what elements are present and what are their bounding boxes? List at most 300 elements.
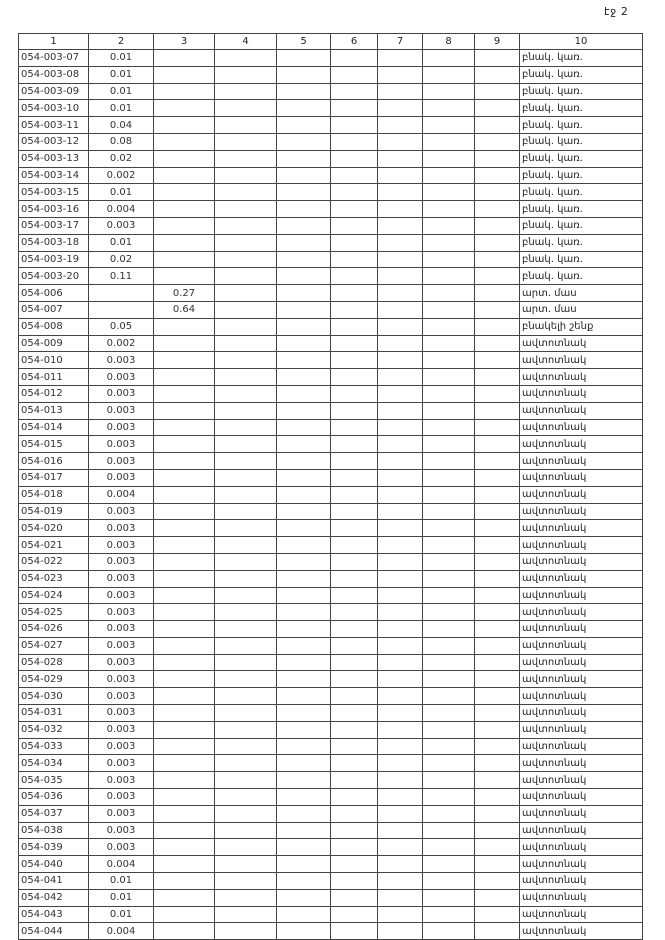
col6-cell bbox=[331, 822, 378, 839]
col6-cell bbox=[331, 637, 378, 654]
parcel-code-cell: 054-033 bbox=[19, 738, 89, 755]
parcel-code-cell: 054-003-09 bbox=[19, 83, 89, 100]
land-use-cell: ավտոտնակ bbox=[520, 419, 643, 436]
col9-cell bbox=[475, 369, 520, 386]
col4-cell bbox=[215, 923, 277, 940]
parcel-code-cell: 054-014 bbox=[19, 419, 89, 436]
table-row bbox=[19, 520, 643, 537]
col8-cell bbox=[423, 83, 475, 100]
land-use-cell: ավտոտնակ bbox=[520, 889, 643, 906]
col5-cell bbox=[277, 772, 331, 789]
land-use-cell: ավտոտնակ bbox=[520, 385, 643, 402]
col3-area-cell bbox=[154, 369, 215, 386]
col6-cell bbox=[331, 570, 378, 587]
col3-area-cell bbox=[154, 436, 215, 453]
col6-cell bbox=[331, 520, 378, 537]
table-row bbox=[19, 285, 643, 302]
table-row bbox=[19, 486, 643, 503]
area-cell: 0.003 bbox=[89, 537, 154, 554]
land-use-cell: բնակ. կառ. bbox=[520, 217, 643, 234]
parcel-code-cell: 054-003-07 bbox=[19, 50, 89, 67]
col7-cell bbox=[378, 453, 423, 470]
parcel-code-cell: 054-029 bbox=[19, 671, 89, 688]
parcel-code-cell: 054-032 bbox=[19, 721, 89, 738]
col8-cell bbox=[423, 587, 475, 604]
table-row bbox=[19, 637, 643, 654]
col4-cell bbox=[215, 906, 277, 923]
col8-cell bbox=[423, 705, 475, 722]
col3-area-cell bbox=[154, 133, 215, 150]
table-row bbox=[19, 822, 643, 839]
col3-area-cell bbox=[154, 234, 215, 251]
col3-area-cell bbox=[154, 268, 215, 285]
col7-cell bbox=[378, 50, 423, 67]
column-header-8: 8 bbox=[423, 34, 475, 50]
col4-cell bbox=[215, 537, 277, 554]
col5-cell bbox=[277, 755, 331, 772]
col3-area-cell bbox=[154, 906, 215, 923]
table-row bbox=[19, 587, 643, 604]
col3-area-cell bbox=[154, 772, 215, 789]
parcel-code-cell: 054-037 bbox=[19, 805, 89, 822]
col4-cell bbox=[215, 637, 277, 654]
col6-cell bbox=[331, 184, 378, 201]
parcel-code-cell: 054-038 bbox=[19, 822, 89, 839]
col4-cell bbox=[215, 503, 277, 520]
col5-cell bbox=[277, 688, 331, 705]
col3-area-cell bbox=[154, 100, 215, 117]
col9-cell bbox=[475, 83, 520, 100]
col4-cell bbox=[215, 117, 277, 134]
area-cell bbox=[89, 285, 154, 302]
column-header-9: 9 bbox=[475, 34, 520, 50]
col3-area-cell bbox=[154, 503, 215, 520]
land-register-table bbox=[18, 33, 643, 940]
column-header-1: 1 bbox=[19, 34, 89, 50]
col9-cell bbox=[475, 301, 520, 318]
col6-cell bbox=[331, 167, 378, 184]
col9-cell bbox=[475, 688, 520, 705]
area-cell: 0.003 bbox=[89, 604, 154, 621]
col7-cell bbox=[378, 520, 423, 537]
col3-area-cell bbox=[154, 537, 215, 554]
table-row bbox=[19, 772, 643, 789]
parcel-code-cell: 054-026 bbox=[19, 621, 89, 638]
parcel-code-cell: 054-027 bbox=[19, 637, 89, 654]
col8-cell bbox=[423, 688, 475, 705]
column-header-5: 5 bbox=[277, 34, 331, 50]
col6-cell bbox=[331, 419, 378, 436]
col9-cell bbox=[475, 453, 520, 470]
col7-cell bbox=[378, 117, 423, 134]
col7-cell bbox=[378, 83, 423, 100]
area-cell: 0.003 bbox=[89, 436, 154, 453]
col4-cell bbox=[215, 352, 277, 369]
parcel-code-cell: 054-028 bbox=[19, 654, 89, 671]
col6-cell bbox=[331, 705, 378, 722]
col6-cell bbox=[331, 688, 378, 705]
col7-cell bbox=[378, 805, 423, 822]
col9-cell bbox=[475, 822, 520, 839]
col7-cell bbox=[378, 671, 423, 688]
col7-cell bbox=[378, 755, 423, 772]
col5-cell bbox=[277, 436, 331, 453]
col7-cell bbox=[378, 503, 423, 520]
col6-cell bbox=[331, 604, 378, 621]
table-row bbox=[19, 889, 643, 906]
col4-cell bbox=[215, 402, 277, 419]
col6-cell bbox=[331, 83, 378, 100]
col8-cell bbox=[423, 570, 475, 587]
parcel-code-cell: 054-019 bbox=[19, 503, 89, 520]
col3-area-cell: 0.64 bbox=[154, 301, 215, 318]
land-use-cell: ավտոտնակ bbox=[520, 856, 643, 873]
col5-cell bbox=[277, 570, 331, 587]
col5-cell bbox=[277, 50, 331, 67]
parcel-code-cell: 054-003-20 bbox=[19, 268, 89, 285]
col9-cell bbox=[475, 738, 520, 755]
col3-area-cell bbox=[154, 83, 215, 100]
column-header-2: 2 bbox=[89, 34, 154, 50]
land-use-cell: բնակ. կառ. bbox=[520, 50, 643, 67]
area-cell: 0.003 bbox=[89, 553, 154, 570]
col7-cell bbox=[378, 234, 423, 251]
col9-cell bbox=[475, 100, 520, 117]
area-cell: 0.04 bbox=[89, 117, 154, 134]
col6-cell bbox=[331, 402, 378, 419]
col3-area-cell bbox=[154, 251, 215, 268]
column-header-7: 7 bbox=[378, 34, 423, 50]
col8-cell bbox=[423, 772, 475, 789]
col7-cell bbox=[378, 285, 423, 302]
table-row bbox=[19, 721, 643, 738]
land-use-cell: ավտոտնակ bbox=[520, 755, 643, 772]
land-use-cell: ավտոտնակ bbox=[520, 873, 643, 890]
parcel-code-cell: 054-016 bbox=[19, 453, 89, 470]
area-cell: 0.003 bbox=[89, 621, 154, 638]
col5-cell bbox=[277, 133, 331, 150]
area-cell: 0.002 bbox=[89, 167, 154, 184]
land-use-cell: ավտոտնակ bbox=[520, 453, 643, 470]
land-use-cell: ավտոտնակ bbox=[520, 486, 643, 503]
col6-cell bbox=[331, 587, 378, 604]
table-row bbox=[19, 705, 643, 722]
col9-cell bbox=[475, 201, 520, 218]
col5-cell bbox=[277, 301, 331, 318]
col4-cell bbox=[215, 486, 277, 503]
area-cell: 0.003 bbox=[89, 721, 154, 738]
parcel-code-cell: 054-008 bbox=[19, 318, 89, 335]
col3-area-cell bbox=[154, 721, 215, 738]
col9-cell bbox=[475, 772, 520, 789]
col7-cell bbox=[378, 66, 423, 83]
table-row bbox=[19, 234, 643, 251]
area-cell: 0.01 bbox=[89, 906, 154, 923]
col7-cell bbox=[378, 469, 423, 486]
col7-cell bbox=[378, 419, 423, 436]
col7-cell bbox=[378, 352, 423, 369]
col7-cell bbox=[378, 201, 423, 218]
col5-cell bbox=[277, 251, 331, 268]
col9-cell bbox=[475, 318, 520, 335]
column-header-10: 10 bbox=[520, 34, 643, 50]
col6-cell bbox=[331, 453, 378, 470]
col5-cell bbox=[277, 150, 331, 167]
col7-cell bbox=[378, 654, 423, 671]
col4-cell bbox=[215, 755, 277, 772]
parcel-code-cell: 054-025 bbox=[19, 604, 89, 621]
area-cell: 0.01 bbox=[89, 66, 154, 83]
col4-cell bbox=[215, 469, 277, 486]
col8-cell bbox=[423, 453, 475, 470]
col6-cell bbox=[331, 436, 378, 453]
land-use-cell: բնակ. կառ. bbox=[520, 268, 643, 285]
area-cell: 0.004 bbox=[89, 486, 154, 503]
land-use-cell: բնակ. կառ. bbox=[520, 150, 643, 167]
land-use-cell: արտ. մաս bbox=[520, 301, 643, 318]
col7-cell bbox=[378, 822, 423, 839]
table-row bbox=[19, 621, 643, 638]
parcel-code-cell: 054-003-17 bbox=[19, 217, 89, 234]
col7-cell bbox=[378, 268, 423, 285]
area-cell: 0.003 bbox=[89, 402, 154, 419]
col6-cell bbox=[331, 318, 378, 335]
table-row bbox=[19, 117, 643, 134]
area-cell: 0.003 bbox=[89, 453, 154, 470]
area-cell: 0.01 bbox=[89, 889, 154, 906]
parcel-code-cell: 054-003-16 bbox=[19, 201, 89, 218]
land-use-cell: ավտոտնակ bbox=[520, 553, 643, 570]
col7-cell bbox=[378, 721, 423, 738]
area-cell: 0.003 bbox=[89, 469, 154, 486]
col9-cell bbox=[475, 923, 520, 940]
parcel-code-cell: 054-009 bbox=[19, 335, 89, 352]
col7-cell bbox=[378, 251, 423, 268]
area-cell: 0.01 bbox=[89, 50, 154, 67]
parcel-code-cell: 054-024 bbox=[19, 587, 89, 604]
area-cell: 0.003 bbox=[89, 570, 154, 587]
area-cell: 0.003 bbox=[89, 738, 154, 755]
column-header-6: 6 bbox=[331, 34, 378, 50]
col5-cell bbox=[277, 419, 331, 436]
col4-cell bbox=[215, 721, 277, 738]
area-cell: 0.003 bbox=[89, 772, 154, 789]
col6-cell bbox=[331, 906, 378, 923]
column-header-4: 4 bbox=[215, 34, 277, 50]
col7-cell bbox=[378, 150, 423, 167]
col8-cell bbox=[423, 604, 475, 621]
col7-cell bbox=[378, 587, 423, 604]
table-row bbox=[19, 923, 643, 940]
col9-cell bbox=[475, 352, 520, 369]
col4-cell bbox=[215, 285, 277, 302]
col4-cell bbox=[215, 268, 277, 285]
col9-cell bbox=[475, 705, 520, 722]
col7-cell bbox=[378, 839, 423, 856]
col7-cell bbox=[378, 318, 423, 335]
parcel-code-cell: 054-036 bbox=[19, 789, 89, 806]
parcel-code-cell: 054-013 bbox=[19, 402, 89, 419]
col3-area-cell bbox=[154, 789, 215, 806]
col3-area-cell bbox=[154, 923, 215, 940]
parcel-code-cell: 054-012 bbox=[19, 385, 89, 402]
col3-area-cell bbox=[154, 688, 215, 705]
col4-cell bbox=[215, 201, 277, 218]
col4-cell bbox=[215, 436, 277, 453]
col5-cell bbox=[277, 385, 331, 402]
col4-cell bbox=[215, 688, 277, 705]
land-use-cell: ավտոտնակ bbox=[520, 772, 643, 789]
col4-cell bbox=[215, 520, 277, 537]
parcel-code-cell: 054-034 bbox=[19, 755, 89, 772]
col5-cell bbox=[277, 856, 331, 873]
col7-cell bbox=[378, 486, 423, 503]
col6-cell bbox=[331, 335, 378, 352]
table-row bbox=[19, 100, 643, 117]
col7-cell bbox=[378, 301, 423, 318]
land-use-cell: ավտոտնակ bbox=[520, 469, 643, 486]
col5-cell bbox=[277, 789, 331, 806]
table-row bbox=[19, 537, 643, 554]
table-row bbox=[19, 167, 643, 184]
area-cell: 0.11 bbox=[89, 268, 154, 285]
col3-area-cell bbox=[154, 738, 215, 755]
table-row bbox=[19, 150, 643, 167]
parcel-code-cell: 054-003-19 bbox=[19, 251, 89, 268]
page-number-label: էջ 2 bbox=[604, 5, 629, 18]
table-row bbox=[19, 385, 643, 402]
col5-cell bbox=[277, 671, 331, 688]
parcel-code-cell: 054-003-14 bbox=[19, 167, 89, 184]
land-use-cell: ավտոտնակ bbox=[520, 789, 643, 806]
col8-cell bbox=[423, 385, 475, 402]
col9-cell bbox=[475, 805, 520, 822]
col8-cell bbox=[423, 621, 475, 638]
land-use-cell: բնակ. կառ. bbox=[520, 83, 643, 100]
col4-cell bbox=[215, 772, 277, 789]
col9-cell bbox=[475, 654, 520, 671]
area-cell: 0.003 bbox=[89, 369, 154, 386]
parcel-code-cell: 054-018 bbox=[19, 486, 89, 503]
area-cell: 0.004 bbox=[89, 856, 154, 873]
col3-area-cell bbox=[154, 805, 215, 822]
col9-cell bbox=[475, 268, 520, 285]
col9-cell bbox=[475, 553, 520, 570]
table-row bbox=[19, 301, 643, 318]
col8-cell bbox=[423, 520, 475, 537]
table-row bbox=[19, 553, 643, 570]
parcel-code-cell: 054-022 bbox=[19, 553, 89, 570]
col4-cell bbox=[215, 889, 277, 906]
table-row bbox=[19, 335, 643, 352]
col5-cell bbox=[277, 453, 331, 470]
land-use-cell: ավտոտնակ bbox=[520, 503, 643, 520]
table-row bbox=[19, 369, 643, 386]
area-cell: 0.003 bbox=[89, 385, 154, 402]
area-cell: 0.003 bbox=[89, 705, 154, 722]
col8-cell bbox=[423, 486, 475, 503]
col4-cell bbox=[215, 369, 277, 386]
col9-cell bbox=[475, 251, 520, 268]
col7-cell bbox=[378, 335, 423, 352]
area-cell: 0.003 bbox=[89, 839, 154, 856]
col5-cell bbox=[277, 486, 331, 503]
col3-area-cell bbox=[154, 889, 215, 906]
area-cell: 0.003 bbox=[89, 688, 154, 705]
land-use-cell: ավտոտնակ bbox=[520, 906, 643, 923]
col5-cell bbox=[277, 873, 331, 890]
col8-cell bbox=[423, 301, 475, 318]
area-cell: 0.003 bbox=[89, 587, 154, 604]
col6-cell bbox=[331, 923, 378, 940]
col3-area-cell bbox=[154, 184, 215, 201]
col9-cell bbox=[475, 117, 520, 134]
col4-cell bbox=[215, 100, 277, 117]
col8-cell bbox=[423, 738, 475, 755]
col6-cell bbox=[331, 873, 378, 890]
col6-cell bbox=[331, 889, 378, 906]
land-use-cell: ավտոտնակ bbox=[520, 637, 643, 654]
col3-area-cell bbox=[154, 839, 215, 856]
col8-cell bbox=[423, 873, 475, 890]
col7-cell bbox=[378, 537, 423, 554]
col9-cell bbox=[475, 755, 520, 772]
col8-cell bbox=[423, 553, 475, 570]
col9-cell bbox=[475, 167, 520, 184]
col8-cell bbox=[423, 721, 475, 738]
col6-cell bbox=[331, 201, 378, 218]
col7-cell bbox=[378, 621, 423, 638]
col8-cell bbox=[423, 150, 475, 167]
col8-cell bbox=[423, 419, 475, 436]
land-use-cell: բնակ. կառ. bbox=[520, 117, 643, 134]
area-cell: 0.003 bbox=[89, 671, 154, 688]
col9-cell bbox=[475, 150, 520, 167]
col5-cell bbox=[277, 822, 331, 839]
col7-cell bbox=[378, 923, 423, 940]
table-row bbox=[19, 184, 643, 201]
land-use-cell: ավտոտնակ bbox=[520, 621, 643, 638]
col7-cell bbox=[378, 217, 423, 234]
col9-cell bbox=[475, 402, 520, 419]
table-row bbox=[19, 789, 643, 806]
col4-cell bbox=[215, 856, 277, 873]
col8-cell bbox=[423, 436, 475, 453]
table-row bbox=[19, 839, 643, 856]
col9-cell bbox=[475, 486, 520, 503]
land-use-cell: ավտոտնակ bbox=[520, 839, 643, 856]
table-row bbox=[19, 671, 643, 688]
col3-area-cell bbox=[154, 671, 215, 688]
table-row bbox=[19, 66, 643, 83]
col9-cell bbox=[475, 889, 520, 906]
table-row bbox=[19, 352, 643, 369]
col6-cell bbox=[331, 369, 378, 386]
col5-cell bbox=[277, 923, 331, 940]
table-row bbox=[19, 906, 643, 923]
col9-cell bbox=[475, 503, 520, 520]
col3-area-cell bbox=[154, 755, 215, 772]
col5-cell bbox=[277, 503, 331, 520]
table-row bbox=[19, 755, 643, 772]
col7-cell bbox=[378, 184, 423, 201]
land-use-cell: բնակ. կառ. bbox=[520, 167, 643, 184]
col4-cell bbox=[215, 621, 277, 638]
col4-cell bbox=[215, 805, 277, 822]
area-cell: 0.003 bbox=[89, 822, 154, 839]
area-cell: 0.08 bbox=[89, 133, 154, 150]
col4-cell bbox=[215, 738, 277, 755]
